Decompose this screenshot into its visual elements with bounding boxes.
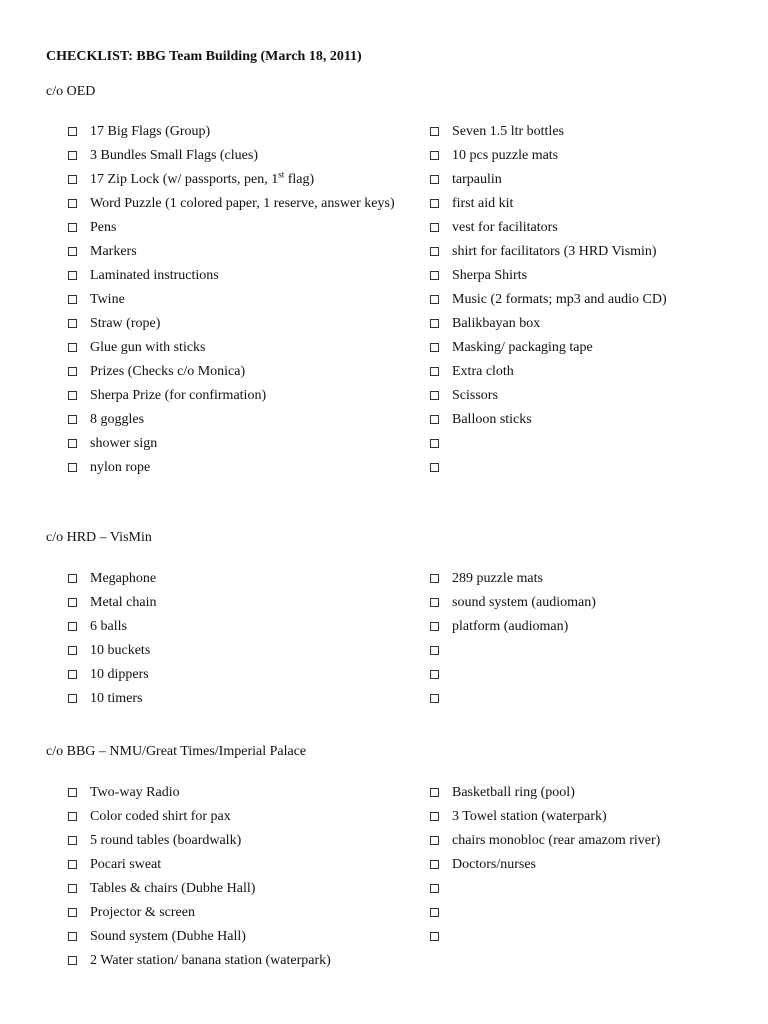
checklist-item-label: Word Puzzle (1 colored paper, 1 reserve, answer keys) — [90, 196, 395, 211]
checklist-item-label: 3 Bundles Small Flags (clues) — [90, 148, 258, 163]
checkbox-icon[interactable] — [68, 670, 77, 679]
checkbox-icon[interactable] — [68, 956, 77, 965]
checkbox-icon[interactable] — [430, 295, 439, 304]
checkbox-icon[interactable] — [430, 367, 439, 376]
checkbox-icon[interactable] — [68, 463, 77, 472]
checklist-item-label: Metal chain — [90, 595, 157, 610]
checklist-item — [430, 665, 768, 685]
checklist-item — [430, 879, 768, 899]
checklist-item — [430, 290, 768, 310]
checkbox-icon[interactable] — [68, 884, 77, 893]
checklist-item-label: 10 dippers — [90, 667, 149, 682]
checklist-item — [430, 242, 768, 262]
checklist-item — [430, 266, 768, 286]
checklist-item-label: Two-way Radio — [90, 785, 180, 800]
checklist-item — [430, 362, 768, 382]
checklist-item — [430, 927, 768, 947]
checklist-item-label: Twine — [90, 292, 125, 307]
checkbox-icon[interactable] — [68, 694, 77, 703]
checklist-item — [430, 314, 768, 334]
checklist-item — [430, 410, 768, 430]
section-hrd-right-column — [430, 569, 768, 709]
checklist-item-label: Megaphone — [90, 571, 157, 586]
checkbox-icon[interactable] — [68, 223, 77, 232]
checkbox-icon[interactable] — [68, 175, 77, 184]
checkbox-icon[interactable] — [430, 646, 439, 655]
checkbox-icon[interactable] — [430, 319, 439, 328]
checkbox-icon[interactable] — [430, 391, 439, 400]
checklist-item-label: nylon rope — [90, 460, 151, 475]
checklist-item-label: chairs monobloc (rear amazom river) — [452, 833, 661, 848]
checklist-item — [68, 458, 408, 478]
checklist-item — [68, 338, 408, 358]
checkbox-icon[interactable] — [430, 127, 439, 136]
section-hrd-left-column — [68, 569, 408, 709]
checklist-item — [68, 218, 408, 238]
checklist-item — [430, 807, 768, 827]
checkbox-icon[interactable] — [68, 391, 77, 400]
section-heading-oed: c/o OED — [46, 84, 96, 99]
checklist-item — [68, 434, 408, 454]
checkbox-icon[interactable] — [68, 199, 77, 208]
checkbox-icon[interactable] — [68, 319, 77, 328]
checkbox-icon[interactable] — [68, 812, 77, 821]
checkbox-icon[interactable] — [68, 415, 77, 424]
checklist-item-label: Projector & screen — [90, 905, 195, 920]
checklist-item — [68, 410, 408, 430]
checkbox-icon[interactable] — [430, 151, 439, 160]
checklist-item — [68, 641, 408, 661]
checklist-item — [430, 170, 768, 190]
checklist-item — [68, 879, 408, 899]
checklist-item-label: Doctors/nurses — [452, 857, 536, 872]
checklist-item-label: tarpaulin — [452, 172, 502, 187]
checklist-item-label: 2 Water station/ banana station (waterpark) — [90, 953, 331, 968]
checklist-item-label: Sound system (Dubhe Hall) — [90, 929, 246, 944]
checklist-item-label: Glue gun with sticks — [90, 340, 206, 355]
checklist-item-label: 17 Big Flags (Group) — [90, 124, 211, 139]
checkbox-icon[interactable] — [68, 908, 77, 917]
checklist-item-label: Sherpa Shirts — [452, 268, 528, 283]
checkbox-icon[interactable] — [430, 439, 439, 448]
checklist-item-label: Laminated instructions — [90, 268, 219, 283]
checklist-item-label: Color coded shirt for pax — [90, 809, 231, 824]
checkbox-icon[interactable] — [430, 223, 439, 232]
checklist-item-label: Scissors — [452, 388, 498, 403]
checklist-item — [430, 689, 768, 709]
checklist-item — [430, 783, 768, 803]
checklist-item — [68, 122, 408, 142]
checkbox-icon[interactable] — [430, 271, 439, 280]
checkbox-icon[interactable] — [430, 860, 439, 869]
checklist-item — [68, 927, 408, 947]
checkbox-icon[interactable] — [430, 694, 439, 703]
checklist-item-label: Prizes (Checks c/o Monica) — [90, 364, 246, 379]
section-oed-right-column — [430, 122, 768, 478]
checkbox-icon[interactable] — [68, 343, 77, 352]
checkbox-icon[interactable] — [68, 127, 77, 136]
checklist-item — [68, 146, 408, 166]
checklist-item — [68, 665, 408, 685]
checklist-item — [68, 617, 408, 637]
checklist-item — [68, 314, 408, 334]
checklist-item — [430, 146, 768, 166]
checklist-item-label: Masking/ packaging tape — [452, 340, 593, 355]
checkbox-icon[interactable] — [430, 788, 439, 797]
checklist-item — [430, 386, 768, 406]
checkbox-icon[interactable] — [68, 860, 77, 869]
checklist-item-label: 10 buckets — [90, 643, 151, 658]
checklist-item-label: Pens — [90, 220, 117, 235]
checklist-item-label: Balloon sticks — [452, 412, 532, 427]
section-oed-left-column — [68, 122, 408, 478]
checklist-item — [68, 569, 408, 589]
checklist-title: CHECKLIST: BBG Team Building (March 18, 2011) — [46, 49, 362, 64]
checklist-item-label: 10 timers — [90, 691, 143, 706]
checkbox-icon[interactable] — [430, 415, 439, 424]
checklist-item-label: shower sign — [90, 436, 158, 451]
checklist-item-label: sound system (audioman) — [452, 595, 596, 610]
checklist-item-label: shirt for facilitators (3 HRD Vismin) — [452, 244, 657, 259]
checkbox-icon[interactable] — [430, 812, 439, 821]
checklist-item — [68, 783, 408, 803]
checklist-item-label: Music (2 formats; mp3 and audio CD) — [452, 292, 667, 307]
checkbox-icon[interactable] — [430, 908, 439, 917]
checklist-item — [430, 122, 768, 142]
checklist-item-label: platform (audioman) — [452, 619, 569, 634]
checklist-item — [430, 338, 768, 358]
checkbox-icon[interactable] — [68, 247, 77, 256]
checklist-item — [430, 903, 768, 923]
checklist-item-label: 10 pcs puzzle mats — [452, 148, 559, 163]
checkbox-icon[interactable] — [430, 836, 439, 845]
checkbox-icon[interactable] — [68, 295, 77, 304]
checklist-item — [68, 831, 408, 851]
checklist-item — [68, 386, 408, 406]
checkbox-icon[interactable] — [430, 574, 439, 583]
checkbox-icon[interactable] — [430, 884, 439, 893]
checkbox-icon[interactable] — [68, 439, 77, 448]
section-heading-bbg: c/o BBG – NMU/Great Times/Imperial Palace — [46, 744, 307, 759]
checkbox-icon[interactable] — [68, 622, 77, 631]
checklist-item — [430, 641, 768, 661]
checklist-item — [430, 593, 768, 613]
checklist-item-label: Pocari sweat — [90, 857, 162, 872]
checklist-item-label: 8 goggles — [90, 412, 145, 427]
checklist-item-label: Straw (rope) — [90, 316, 161, 331]
checkbox-icon[interactable] — [68, 646, 77, 655]
checklist-item — [68, 689, 408, 709]
checklist-item-label: Balikbayan box — [452, 316, 541, 331]
checklist-item — [68, 855, 408, 875]
checklist-item-label: 6 balls — [90, 619, 127, 634]
section-bbg-left-column — [68, 783, 408, 971]
checklist-item — [430, 831, 768, 851]
checklist-item-label: Extra cloth — [452, 364, 514, 379]
checklist-item-label: Markers — [90, 244, 137, 259]
checkbox-icon[interactable] — [68, 367, 77, 376]
checkbox-icon[interactable] — [68, 271, 77, 280]
checkbox-icon[interactable] — [430, 670, 439, 679]
checklist-item — [430, 458, 768, 478]
checkbox-icon[interactable] — [430, 932, 439, 941]
checkbox-icon[interactable] — [68, 574, 77, 583]
checklist-item — [68, 903, 408, 923]
checkbox-icon[interactable] — [430, 343, 439, 352]
checkbox-icon[interactable] — [430, 199, 439, 208]
checkbox-icon[interactable] — [430, 598, 439, 607]
checkbox-icon[interactable] — [68, 788, 77, 797]
checkbox-icon[interactable] — [430, 175, 439, 184]
checklist-item-label: Seven 1.5 ltr bottles — [452, 124, 564, 139]
checkbox-icon[interactable] — [68, 151, 77, 160]
checkbox-icon[interactable] — [68, 836, 77, 845]
checklist-item — [430, 434, 768, 454]
checklist-item — [68, 194, 408, 214]
section-heading-hrd-vismin: c/o HRD – VisMin — [46, 530, 152, 545]
checklist-item — [68, 951, 408, 971]
checkbox-icon[interactable] — [68, 932, 77, 941]
section-bbg-right-column — [430, 783, 768, 947]
checkbox-icon[interactable] — [430, 463, 439, 472]
checklist-item-label: Sherpa Prize (for confirmation) — [90, 388, 267, 403]
checklist-item — [68, 807, 408, 827]
checklist-item-label: 17 Zip Lock (w/ passports, pen, 1st flag) — [90, 169, 315, 187]
checklist-item-label: 289 puzzle mats — [452, 571, 543, 586]
checkbox-icon[interactable] — [68, 598, 77, 607]
checklist-item — [68, 242, 408, 262]
checklist-item-label: Tables & chairs (Dubhe Hall) — [90, 881, 256, 896]
checkbox-icon[interactable] — [430, 622, 439, 631]
checklist-item — [68, 362, 408, 382]
checklist-item — [430, 617, 768, 637]
checklist-item — [430, 855, 768, 875]
checklist-item — [68, 593, 408, 613]
checklist-item — [68, 266, 408, 286]
checklist-item-label: 5 round tables (boardwalk) — [90, 833, 242, 848]
checkbox-icon[interactable] — [430, 247, 439, 256]
checklist-item — [68, 290, 408, 310]
checklist-item — [430, 218, 768, 238]
checklist-item-label: vest for facilitators — [452, 220, 558, 235]
checklist-item — [430, 194, 768, 214]
checklist-item-label: first aid kit — [452, 196, 514, 211]
checklist-item-label: 3 Towel station (waterpark) — [452, 809, 607, 824]
checklist-item — [430, 569, 768, 589]
checklist-item-label: Basketball ring (pool) — [452, 785, 575, 800]
checklist-item — [68, 170, 408, 190]
